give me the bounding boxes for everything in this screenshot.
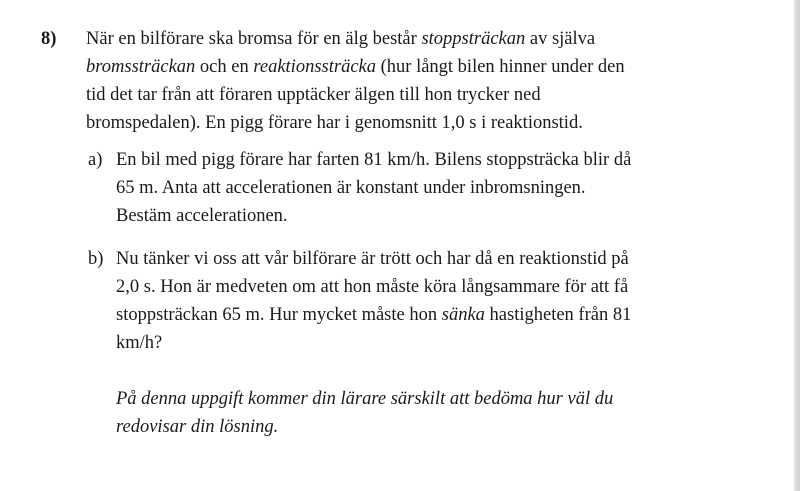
subquestion-a-line-3: Bestäm accelerationen.: [116, 206, 288, 226]
term-bromsstrackan: bromssträckan: [86, 57, 196, 77]
subquestion-b-line-1: Nu tänker vi oss att vår bilförare är trött och har då en reaktionstid på: [116, 249, 629, 269]
term-sanka: sänka: [441, 305, 485, 325]
subquestion-b-line-2: 2,0 s. Hon är medveten om att hon måste köra långsammare för att få: [116, 277, 629, 297]
assessment-note-line-1: På denna uppgift kommer din lärare särskilt att bedöma hur väl du: [116, 389, 614, 409]
intro-line-1: När en bilförare ska bromsa för en älg består stoppsträckan av själva: [86, 29, 596, 49]
subquestion-a-line-2: 65 m. Anta att accelerationen är konstant under inbromsningen.: [116, 178, 586, 198]
term-stoppstrackan: stoppsträckan: [421, 29, 526, 49]
intro-line-4: bromspedalen). En pigg förare har i genomsnitt 1,0 s i reaktionstid.: [86, 113, 583, 133]
term-reaktionsstracka: reaktionssträcka: [253, 57, 376, 77]
subquestion-b-line-3: stoppsträckan 65 m. Hur mycket måste hon sänka hastigheten från 81: [116, 305, 632, 325]
subquestion-b-label: b): [88, 249, 104, 269]
page-edge-shadow: [794, 0, 800, 491]
assessment-note-line-2: redovisar din lösning.: [116, 417, 279, 437]
problem-number: 8): [41, 29, 57, 49]
intro-line-3: tid det tar från att föraren upptäcker älgen till hon trycker ned: [86, 85, 541, 105]
subquestion-a-label: a): [88, 150, 103, 170]
subquestion-b-line-4: km/h?: [116, 333, 163, 353]
intro-line-2: bromssträckan och en reaktionssträcka (hur långt bilen hinner under den: [86, 57, 625, 77]
subquestion-a-line-1: En bil med pigg förare har farten 81 km/h. Bilens stoppsträcka blir då: [116, 150, 632, 170]
